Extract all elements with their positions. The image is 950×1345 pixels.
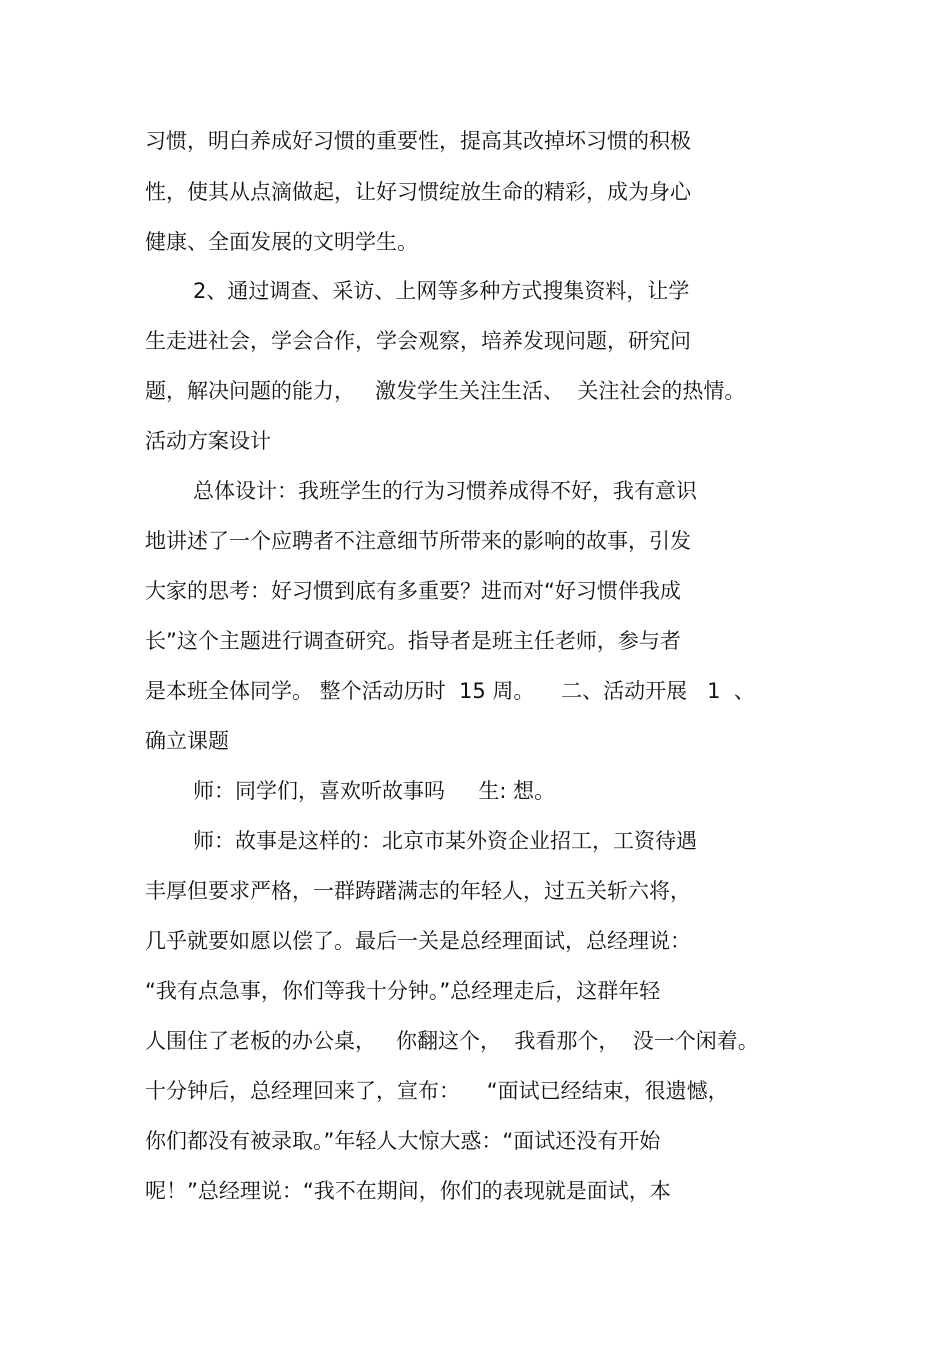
text-line: 丰厚但要求严格，一群踌躇满志的年轻人，过五关斩六将，: [145, 879, 691, 903]
text-line: 几乎就要如愿以偿了。最后一关是总经理面试，总经理说：: [145, 929, 691, 953]
text-line: “我有点急事，你们等我十分钟。”总经理走后，这群年轻: [145, 979, 661, 1003]
text-line: 题，解决问题的能力， 激发学生关注生活、 关注社会的热情。: [145, 379, 746, 403]
text-line: 是本班全体同学。 整个活动历时 15 周。 二、活动开展 1 、: [145, 679, 755, 703]
paragraph-start-line: 师：故事是这样的：北京市某外资企业招工，工资待遇: [193, 829, 697, 853]
text-line: 地讲述了一个应聘者不注意细节所带来的影响的故事，引发: [145, 529, 691, 553]
section-heading: 活动方案设计: [145, 429, 271, 453]
text-line: 生走进社会，学会合作，学会观察，培养发现问题，研究问: [145, 329, 691, 353]
text-line: 性，使其从点滴做起，让好习惯绽放生命的精彩，成为身心: [145, 180, 691, 204]
text-line: 大家的思考：好习惯到底有多重要？进而对“好习惯伴我成: [145, 579, 681, 603]
text-line: 健康、全面发展的文明学生。: [145, 230, 418, 254]
text-line: 你们都没有被录取。”年轻人大惊大惑：“面试还没有开始: [145, 1129, 661, 1153]
text-line: 呢！”总经理说：“我不在期间，你们的表现就是面试，本: [145, 1179, 671, 1203]
paragraph-start-line: 2、通过调查、采访、上网等多种方式搜集资料，让学: [193, 279, 690, 303]
dialogue-line: 师：同学们，喜欢听故事吗 生: 想。: [193, 779, 556, 803]
text-line: 习惯，明白养成好习惯的重要性，提高其改掉坏习惯的积极: [145, 129, 691, 153]
text-line: 十分钟后，总经理回来了，宣布： “面试已经结束，很遗憾，: [145, 1079, 729, 1103]
text-line: 长”这个主题进行调查研究。指导者是班主任老师，参与者: [145, 629, 681, 653]
text-line: 人围住了老板的办公桌， 你翻这个， 我看那个， 没一个闲着。: [145, 1029, 759, 1053]
paragraph-start-line: 总体设计：我班学生的行为习惯养成得不好，我有意识: [193, 479, 697, 503]
section-heading: 确立课题: [145, 729, 229, 753]
